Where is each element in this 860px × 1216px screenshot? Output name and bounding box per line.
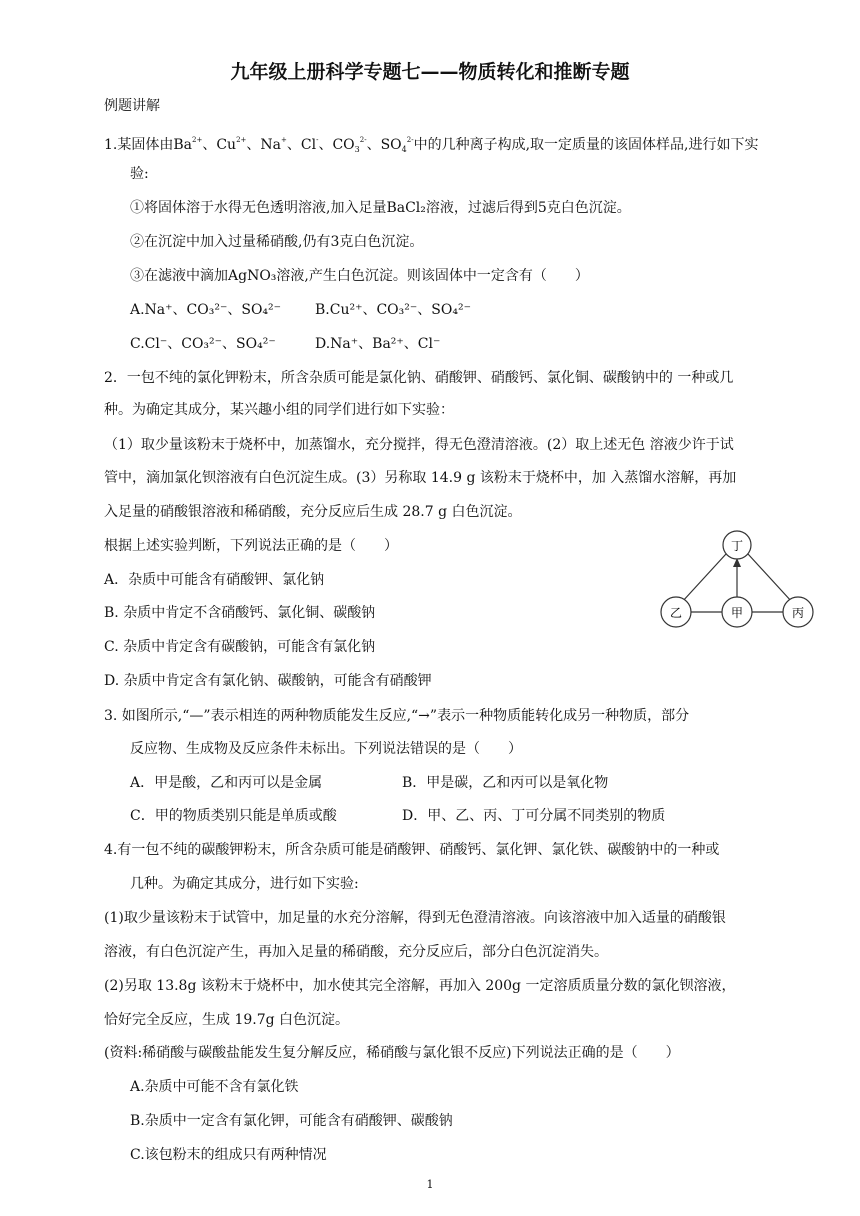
- q2-option-c: C. 杂质中肯定含有碳酸钠，可能含有氯化钠: [104, 639, 376, 655]
- q4-option-c: C.该包粉末的组成只有两种情况: [130, 1147, 327, 1163]
- q2-line-5: 入足量的硝酸银溶液和稀硝酸，充分反应后生成 28.7 g 白色沉淀。: [104, 504, 522, 520]
- q3-option-b: B．甲是碳，乙和丙可以是氧化物: [402, 775, 609, 791]
- q2-option-d: D. 杂质中肯定含有氯化钠、碳酸钠，可能含有硝酸钾: [104, 673, 432, 689]
- section-heading: 例题讲解: [104, 98, 160, 114]
- q1-option-a: A.Na⁺、CO₃²⁻、SO₄²⁻: [130, 302, 282, 318]
- q2-line-1: 2．一包不纯的氯化钾粉末，所含杂质可能是氯化钠、硝酸钾、硝酸钙、氯化铜、碳酸钠中的 一种或几: [104, 370, 734, 386]
- q4-option-a: A.杂质中可能不含有氯化铁: [130, 1079, 299, 1095]
- q4-line-7: (资料:稀硝酸与碳酸盐能发生复分解反应，稀硝酸与氯化银不反应)下列说法正确的是（ ）: [104, 1045, 680, 1061]
- q3-option-d: D．甲、乙、丙、丁可分属不同类别的物质: [402, 808, 666, 824]
- q4-option-b: B.杂质中一定含有氯化钾，可能含有硝酸钾、碳酸钠: [130, 1113, 453, 1129]
- reaction-diagram: [658, 530, 828, 635]
- q1-option-c: C.Cl⁻、CO₃²⁻、SO₄²⁻: [130, 336, 276, 352]
- q1-option-b: B.Cu²⁺、CO₃²⁻、SO₄²⁻: [315, 302, 471, 318]
- q1-ion-list: $Ba^{2+}$、$Cu^{2+}$、Na+、Cl-、$CO_3^{2-}$、$SO_4^{2-}$: [173, 136, 414, 154]
- q2-line-2: 种。为确定其成分，某兴趣小组的同学们进行如下实验：: [104, 402, 454, 418]
- page-number: 1: [426, 1178, 434, 1191]
- q4-line-4: 溶液，有白色沉淀产生，再加入足量的稀硝酸，充分反应后，部分白色沉淀消失。: [104, 944, 608, 960]
- q3-option-a: A．甲是酸，乙和丙可以是金属: [130, 775, 323, 791]
- edge-ding-yi: [682, 554, 726, 602]
- page-title: 九年级上册科学专题七——物质转化和推断专题: [230, 61, 630, 83]
- q2-line-4: 管中，滴加氯化钡溶液有白色沉淀生成。(3）另称取 14.9 g 该粉末于烧杯中，加 入蒸馏水溶解，再加: [104, 470, 737, 486]
- q2-line-6: 根据上述实验判断，下列说法正确的是（ ）: [104, 538, 398, 554]
- q1-step-1: ①将固体溶于水得无色透明溶液,加入足量BaCl₂溶液，过滤后得到5克白色沉淀。: [130, 200, 631, 216]
- q4-line-1: 4.有一包不纯的碳酸钾粉末，所含杂质可能是硝酸钾、硝酸钙、氯化钾、氯化铁、碳酸钠中的一种或: [104, 842, 720, 858]
- q4-line-2: 几种。为确定其成分，进行如下实验:: [130, 876, 359, 892]
- edge-ding-bing: [748, 554, 792, 602]
- q1-step-2: ②在沉淀中加入过量稀硝酸,仍有3克白色沉淀。: [130, 234, 424, 250]
- q1-stem-suffix: 中的几种离子构成,取一定质量的该固体样品,进行如下实: [413, 137, 759, 153]
- q1-stem-line2: 验:: [130, 166, 149, 182]
- q2-line-3: （1）取少量该粉末于烧杯中，加蒸馏水，充分搅拌，得无色澄清溶液。(2）取上述无色 溶液少许于试: [104, 437, 734, 453]
- q3-line-1: 3. 如图所示,“—”表示相连的两种物质能发生反应,“→”表示一种物质能转化成另一种物质，部分: [104, 708, 690, 724]
- q1-step-3: ③在滤液中滴加AgNO₃溶液,产生白色沉淀。则该固体中一定含有（ ）: [130, 268, 589, 284]
- q1-stem-prefix: 1.某固体由: [104, 137, 174, 153]
- q2-option-b: B. 杂质中肯定不含硝酸钙、氯化铜、碳酸钠: [104, 605, 376, 621]
- q1-stem: [104, 130, 758, 160]
- q4-line-6: 恰好完全反应，生成 19.7g 白色沉淀。: [104, 1012, 350, 1028]
- q4-line-3: (1)取少量该粉末于试管中，加足量的水充分溶解，得到无色澄清溶液。向该溶液中加入适量的硝酸银: [104, 910, 726, 926]
- q3-option-c: C．甲的物质类别只能是单质或酸: [130, 808, 337, 824]
- node-bing-label: 丙: [791, 606, 805, 620]
- q3-line-2: 反应物、生成物及反应条件未标出。下列说法错误的是（ ）: [130, 741, 522, 757]
- q2-option-a: A．杂质中可能含有硝酸钾、氯化钠: [104, 572, 325, 588]
- q4-line-5: (2)另取 13.8g 该粉末于烧杯中，加水使其完全溶解，再加入 200g 一定溶质质量分数的氯化钡溶液，: [104, 978, 736, 994]
- node-ding-label: 丁: [730, 539, 744, 553]
- q1-option-d: D.Na⁺、Ba²⁺、Cl⁻: [315, 336, 441, 352]
- node-jia-label: 甲: [730, 606, 744, 620]
- node-yi-label: 乙: [669, 606, 683, 620]
